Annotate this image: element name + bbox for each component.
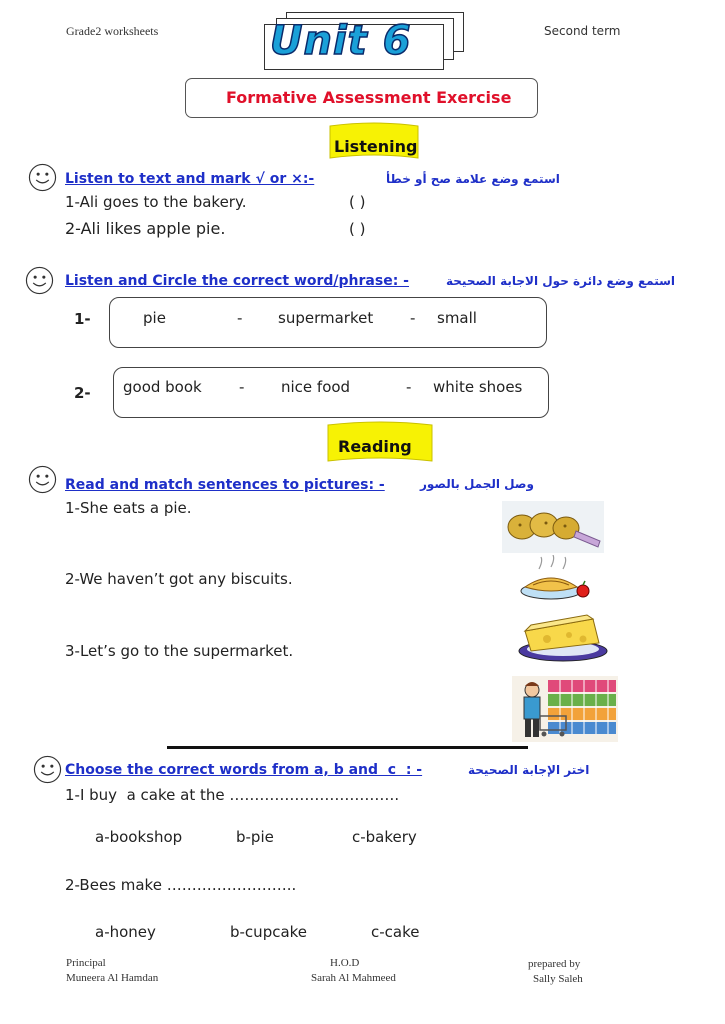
- listening-q1-item-1: 1-Ali goes to the bakery.: [65, 193, 247, 211]
- header-left: Grade2 worksheets: [66, 24, 159, 38]
- listening-q1-arabic: استمع وضع علامة صح أو خطأ: [386, 172, 560, 186]
- option-word[interactable]: white shoes: [433, 378, 523, 396]
- option-word[interactable]: nice food: [281, 378, 351, 396]
- listening-q2-arabic: استمع وضع دائرة حول الاجابة الصحيحة: [446, 274, 676, 288]
- reading-item-1: 1-She eats a pie.: [65, 499, 192, 517]
- listening-q1-instruction: Listen to text and mark √ or ×:-: [65, 171, 315, 187]
- option-word[interactable]: supermarket: [278, 309, 374, 327]
- choose-q2-option-a[interactable]: a-honey: [95, 923, 156, 941]
- choose-q1-option-a[interactable]: a-bookshop: [95, 828, 183, 846]
- footer-prepared-name: Sally Saleh: [533, 973, 583, 985]
- cheese-picture[interactable]: [517, 611, 609, 662]
- supermarket-picture[interactable]: [512, 676, 618, 742]
- subtitle: Formative Assessment Exercise: [226, 88, 512, 107]
- separator: -: [239, 378, 245, 396]
- option-word[interactable]: good book: [123, 378, 202, 396]
- reading-arabic: وصل الجمل بالصور: [420, 477, 534, 491]
- reading-instruction: Read and match sentences to pictures: -: [65, 477, 385, 493]
- pie-picture[interactable]: [519, 555, 595, 603]
- smiley-icon: [28, 163, 57, 192]
- option-word[interactable]: small: [437, 309, 477, 327]
- answer-blank[interactable]: ( ): [349, 193, 366, 211]
- choose-q1: 1-I buy a cake at the …………………………….: [65, 786, 400, 804]
- smiley-icon: [33, 755, 62, 784]
- smiley-icon: [28, 465, 57, 494]
- separator: -: [237, 309, 243, 327]
- option-row-1-number: 1-: [74, 310, 91, 328]
- reading-item-2: 2-We haven’t got any biscuits.: [65, 570, 293, 588]
- choose-q2-option-b[interactable]: b-cupcake: [230, 923, 308, 941]
- footer-principal-role: Principal: [66, 957, 106, 969]
- option-row-2-number: 2-: [74, 384, 91, 402]
- option-word[interactable]: pie: [143, 309, 166, 327]
- separator: -: [406, 378, 412, 396]
- choose-q1-option-c[interactable]: c-bakery: [352, 828, 417, 846]
- footer-principal-name: Muneera Al Hamdan: [66, 972, 159, 984]
- choose-q2-option-c[interactable]: c-cake: [371, 923, 420, 941]
- biscuits-picture[interactable]: [502, 501, 604, 553]
- choose-q1-option-b[interactable]: b-pie: [236, 828, 274, 846]
- unit-title-block: [256, 12, 470, 72]
- listening-label: Listening: [334, 137, 418, 156]
- choose-arabic: اختر الإجابة الصحيحة: [468, 763, 590, 777]
- footer-hod-name: Sarah Al Mahmeed: [311, 972, 396, 984]
- listening-q1-item-2: 2-Ali likes apple pie.: [65, 219, 226, 238]
- listening-q2-instruction: Listen and Circle the correct word/phrase: -: [65, 273, 409, 289]
- section-divider: [167, 746, 528, 749]
- footer-hod-role: H.O.D: [330, 957, 360, 969]
- reading-label: Reading: [338, 437, 412, 456]
- separator: -: [410, 309, 416, 327]
- footer-prepared-role: prepared by: [528, 958, 581, 970]
- header-right: Second term: [544, 24, 621, 38]
- reading-item-3: 3-Let’s go to the supermarket.: [65, 642, 294, 660]
- answer-blank[interactable]: ( ): [349, 220, 366, 238]
- unit-title: Unit 6: [270, 18, 412, 64]
- choose-q2: 2-Bees make ……………………..: [65, 876, 297, 894]
- choose-instruction: Choose the correct words from a, b and c : -: [65, 762, 423, 778]
- smiley-icon: [25, 266, 54, 295]
